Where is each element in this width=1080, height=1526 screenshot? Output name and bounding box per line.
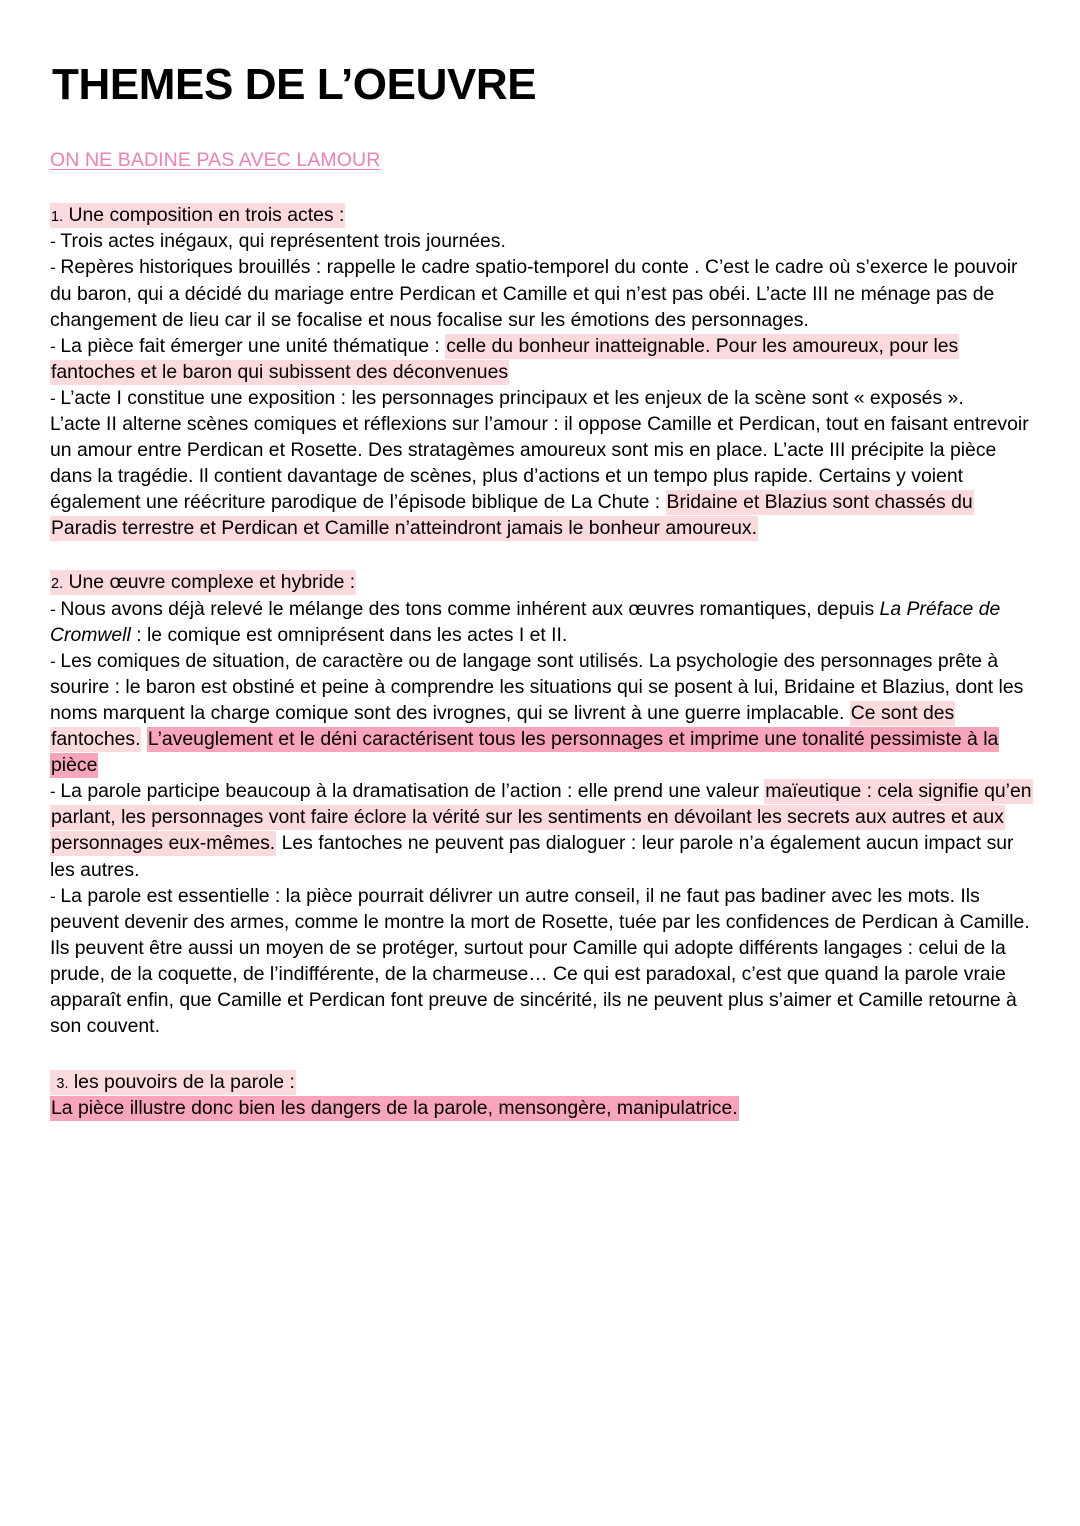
paragraph-text: Trois actes inégaux, qui représentent trois journées.	[60, 230, 506, 253]
section-3-heading-highlight	[50, 1070, 296, 1095]
subtitle-link-row	[50, 109, 1032, 172]
bullet-dash: -	[50, 782, 61, 802]
section-2-paragraph-2	[50, 648, 1032, 778]
section-3-number: 3.	[56, 1076, 69, 1093]
section-1-paragraph-3	[50, 333, 1032, 385]
section-2-paragraph-3	[50, 778, 1032, 882]
section-1-heading	[50, 202, 1032, 228]
bullet-dash: -	[50, 886, 61, 906]
bullet-dash: -	[50, 258, 61, 278]
section-1-heading-highlight	[50, 203, 345, 228]
section-2-paragraph-1	[50, 596, 1032, 648]
highlight-maieutique: maïeutique : cela signifie qu’en parlant, les personnages vont faire éclore la vérité sur les sentiments en dévoilant les secrets aux autres et aux personnages eux-mêmes.	[51, 780, 1032, 855]
section-1-paragraph-4	[50, 385, 1032, 411]
bullet-dash: -	[50, 599, 61, 619]
paragraph-text: La parole participe beaucoup à la dramatisation de l’action : elle prend une valeur	[60, 780, 765, 803]
highlight-fantoches: Ce sont des fantoches.	[51, 701, 955, 751]
section-1-paragraph-1	[50, 228, 1032, 254]
paragraph-text: Les comiques de situation, de caractère ou de langage sont utilisés. La psychologie des personnages prête à sourire : le baron est obstiné et peine à comprendre les situations qui se posent à lui, Bridaine et Blazius, dont les noms marquent la charge comique sont des ivrognes, qui se livrent à une guerre implacable.	[50, 649, 1024, 724]
paragraph-text: Nous avons déjà relevé le mélange des tons comme inhérent aux œuvres romantiques, depuis	[60, 597, 880, 620]
paragraph-text: L’acte II alterne scènes comiques et réflexions sur l’amour : il oppose Camille et Perdican, tout en faisant entrevoir un amour entre Perdican et Rosette. Des stratagèmes amoureux sont mis en place. L’acte III précipite la pièce dans la tragédie. Il contient davantage de scènes, plus d’actions et un tempo plus rapide. Certains y voient également une réécriture parodique de l’épisode biblique de La Chute :	[50, 413, 1029, 514]
section-3-conclusion	[50, 1095, 1032, 1121]
paragraph-text: Repères historiques brouillés : rappelle le cadre spatio-temporel du conte . C’est le cadre où s’exerce le pouvoir du baron, qui a décidé du mariage entre Perdican et Camille et qui n’est pas obéi. L’acte III ne ménage pas de changement de lieu car il se focalise et nous focalise sur les émotions des personnages.	[50, 256, 1018, 331]
section-1-paragraph-5	[50, 411, 1032, 541]
highlight-bonheur-inatteignable: celle du bonheur inatteignable. Pour les amoureux, pour les fantoches et le baron qui subissent des déconvenues	[51, 334, 959, 383]
section-1-paragraph-2	[50, 254, 1032, 332]
bullet-dash: -	[50, 232, 61, 252]
highlight-aveuglement-deni: L’aveuglement et le déni caractérisent tous les personnages et imprime une tonalité pessimiste à la pièce	[51, 728, 999, 777]
bullet-dash: -	[50, 336, 61, 356]
page-title: THEMES DE L’OEUVRE	[52, 60, 537, 109]
section-1-heading-text: Une composition en trois actes :	[63, 204, 345, 227]
section-3-heading-text: les pouvoirs de la parole :	[68, 1071, 295, 1094]
section-2-heading-text: Une œuvre complexe et hybride :	[63, 571, 356, 594]
highlight-bridaine-blazius: Bridaine et Blazius sont chassés du Paradis terrestre et Perdican et Camille n’atteindront jamais le bonheur amoureux.	[51, 491, 973, 540]
italic-work-title: La Préface de Cromwell	[50, 597, 1001, 646]
bullet-dash: -	[50, 388, 61, 408]
section-2-heading-highlight	[50, 570, 356, 595]
paragraph-text: La parole est essentielle : la pièce pourrait délivrer un autre conseil, il ne faut pas badiner avec les mots. Ils peuvent devenir des armes, comme le montre la mort de Rosette, tuée par les confidences de Perdican à Camille. Ils peuvent être aussi un moyen de se protéger, surtout pour Camille qui adopte différents langages : celui de la prude, de la coquette, de l’indifférente, de la charmeuse… Ce qui est paradoxal, c’est que quand la parole vraie apparaît enfin, que Camille et Perdican font preuve de sincérité, ils ne peuvent plus s’aimer et Camille retourne à son couvent.	[50, 884, 1030, 1038]
section-2-paragraph-4	[50, 883, 1032, 1040]
work-title-link[interactable]: ON NE BADINE PAS AVEC LAMOUR	[50, 149, 381, 172]
paragraph-text-tail: Les fantoches ne peuvent pas dialoguer : leur parole n’a également aucun impact sur les autres.	[50, 832, 1014, 881]
highlight-conclusion: La pièce illustre donc bien les dangers de la parole, mensongère, manipulatrice.	[51, 1097, 738, 1120]
paragraph-text: La pièce fait émerger une unité thématique :	[60, 334, 446, 357]
section-2-number: 2.	[51, 576, 64, 593]
paragraph-text-tail: : le comique est omniprésent dans les actes I et II.	[130, 623, 568, 646]
section-2-heading	[50, 569, 1032, 595]
section-1-number: 1.	[51, 209, 64, 226]
bullet-dash: -	[50, 651, 61, 671]
paragraph-text: L’acte I constitue une exposition : les personnages principaux et les enjeux de la scène sont « exposés ».	[60, 386, 964, 409]
section-3-heading	[50, 1069, 1032, 1095]
